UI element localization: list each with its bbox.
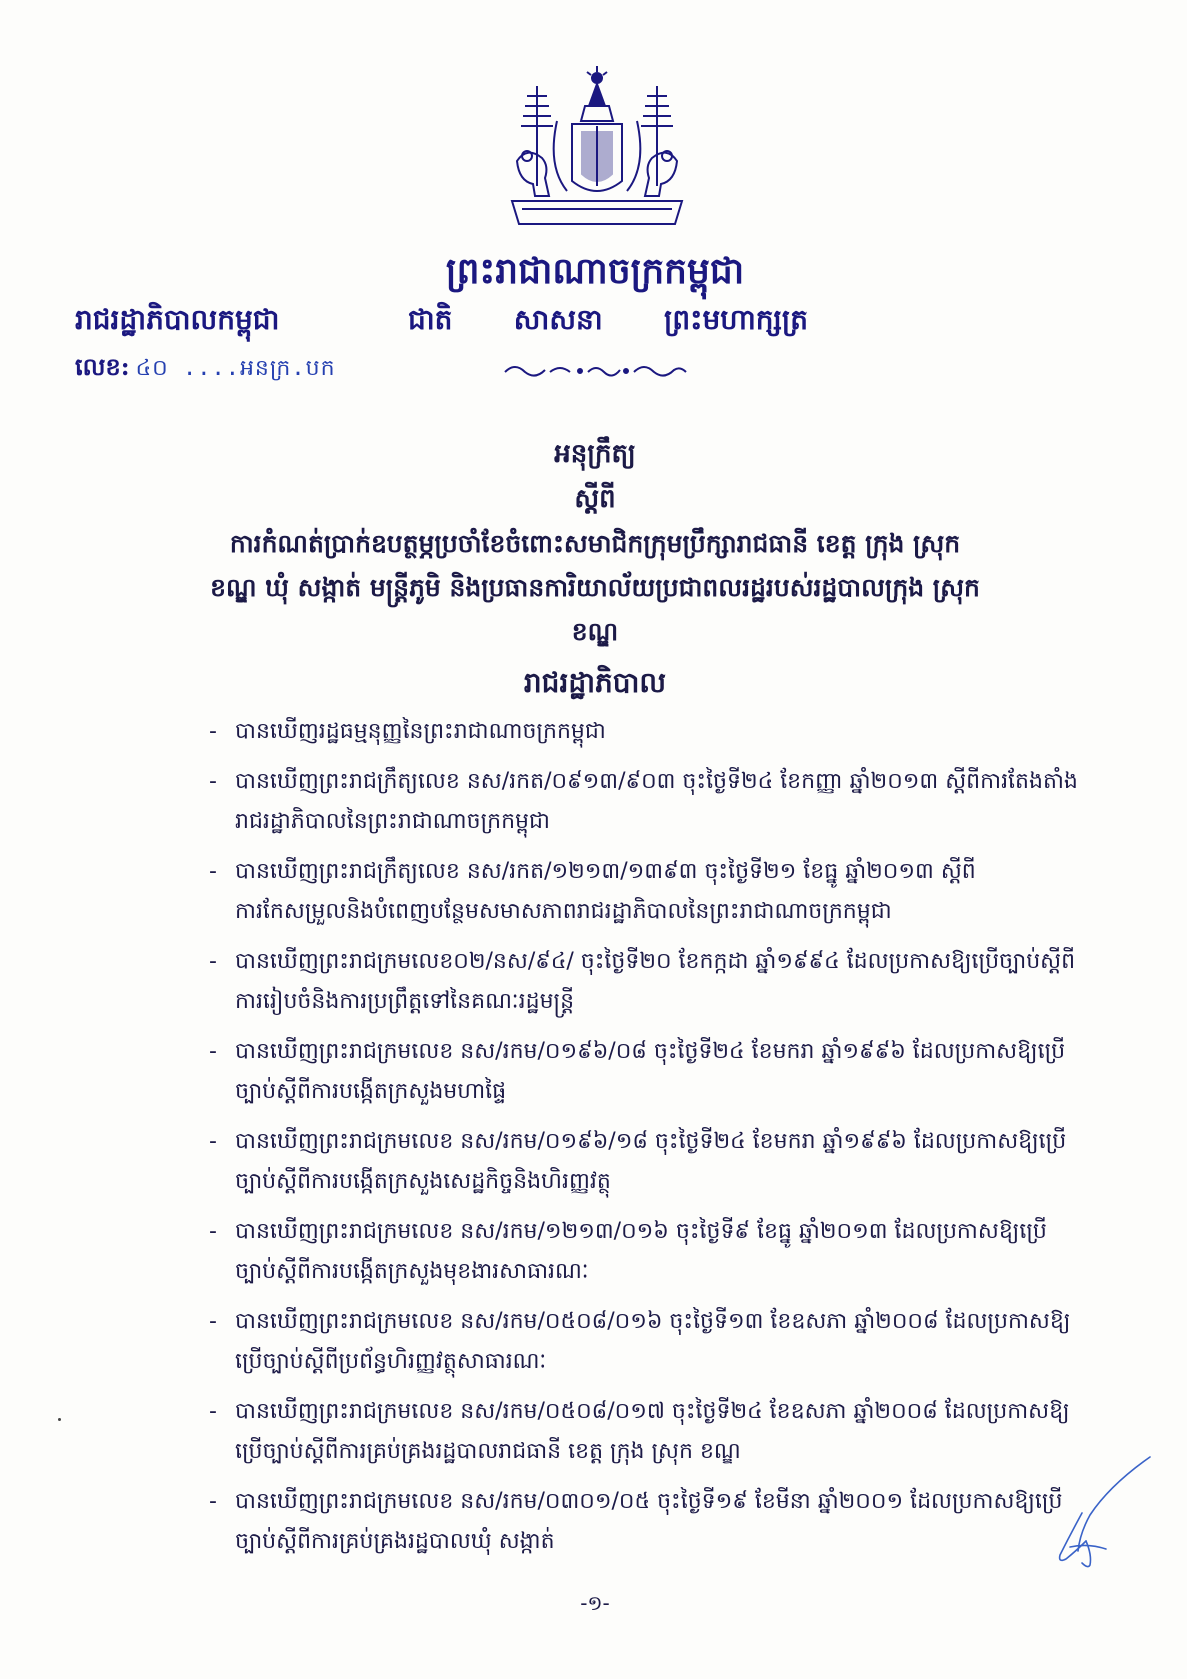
reference-item: - បានឃើញរដ្ឋធម្មនុញ្ញនៃព្រះរាជាណាចក្រកម្ពុជា — [205, 712, 1085, 752]
document-subject — [95, 522, 1095, 654]
kingdom-title: ព្រះរាជាណាចក្រកម្ពុជា — [445, 250, 745, 292]
reference-label: លេខ: — [75, 352, 130, 381]
royal-coat-of-arms-icon — [497, 66, 697, 236]
reference-item: - បានឃើញព្រះរាជក្រឹត្យលេខ នស/រកត/០៩១៣/៩០៣ ចុះថ្ងៃទី២៤ ខែកញ្ញា ឆ្នាំ២០១៣ ស្តីពីការតែងតាំងរាជរដ្ឋាភិបាលនៃព្រះរាជាណាចក្រកម្ពុជា — [205, 762, 1085, 842]
reference-item: - បានឃើញព្រះរាជក្រមលេខ នស/រកម/០១៩៦/១៨ ចុះថ្ងៃទី២៤ ខែមករា ឆ្នាំ១៩៩៦ ដែលប្រកាសឱ្យប្រើច្បាប់ស្តីពីការបង្កើតក្រសួងសេដ្ឋកិច្ចនិងហិរញ្ញវត្ថុ — [205, 1122, 1085, 1202]
reference-item: - បានឃើញព្រះរាជក្រមលេខ នស/រកម/០៥០៨/០១៦ ចុះថ្ងៃទី១៣ ខែឧសភា ឆ្នាំ២០០៨ ដែលប្រកាសឱ្យប្រើច្បាប់ស្តីពីប្រព័ន្ធហិរញ្ញវត្ថុសាធារណៈ — [205, 1302, 1085, 1382]
reference-item: - បានឃើញព្រះរាជក្រមលេខ នស/រកម/០៣០១/០៥ ចុះថ្ងៃទី១៩ ខែមីនា ឆ្នាំ២០០១ ដែលប្រកាសឱ្យប្រើច្បាប់ស្តីពីការគ្រប់គ្រងរដ្ឋបាលឃុំ សង្កាត់ — [205, 1482, 1085, 1562]
motto-king: ព្រះមហាក្សត្រ — [664, 303, 808, 336]
signature-initial — [1030, 1455, 1155, 1570]
reference-number — [75, 352, 336, 387]
ministry-name: រាជរដ្ឋាភិបាលកម្ពុជា — [75, 303, 280, 336]
document-about: ស្តីពី — [574, 484, 616, 514]
page-number: -១- — [580, 1591, 610, 1615]
issuer-heading: រាជរដ្ឋាភិបាល — [523, 666, 667, 699]
motto-nation: ជាតិ — [408, 303, 453, 336]
subject-line: ខណ្ឌ — [571, 617, 619, 646]
reference-item: - បានឃើញព្រះរាជក្រមលេខ នស/រកម/១២១៣/០១៦ ចុះថ្ងៃទី៩ ខែធ្នូ ឆ្នាំ២០១៣ ដែលប្រកាសឱ្យប្រើច្បាប់ស្តីពីការបង្កើតក្រសួងមុខងារសាធារណៈ — [205, 1212, 1085, 1292]
national-motto — [408, 302, 808, 343]
decorative-divider-icon — [500, 360, 690, 380]
reference-item: - បានឃើញព្រះរាជក្រឹត្យលេខ នស/រកត/១២១៣/១៣៩៣ ចុះថ្ងៃទី២១ ខែធ្នូ ឆ្នាំ២០១៣ ស្តីពីការកែសម្រួលនិងបំពេញបន្ថែមសមាសភាពរាជរដ្ឋាភិបាលនៃព្រះរាជាណាចក្រកម្ពុជា — [205, 852, 1085, 932]
reference-item: - បានឃើញព្រះរាជក្រមលេខ នស/រកម/០៥០៨/០១៧ ចុះថ្ងៃទី២៤ ខែឧសភា ឆ្នាំ២០០៨ ដែលប្រកាសឱ្យប្រើច្បាប់ស្តីពីការគ្រប់គ្រងរដ្ឋបាលរាជធានី ខេត្ត ក្រុង ស្រុក ខណ្ឌ — [205, 1392, 1085, 1472]
subject-line: ខណ្ឌ ឃុំ សង្កាត់ មន្ត្រីភូមិ និងប្រធានការិយាល័យប្រជាពលរដ្ឋរបស់រដ្ឋបាលក្រុង ស្រុក — [210, 573, 980, 602]
reference-value: ៤០ ....អនក្រ.បក — [135, 356, 336, 381]
motto-religion: សាសនា — [513, 303, 603, 336]
reference-item: - បានឃើញព្រះរាជក្រមលេខ០២/នស/៩៤/ ចុះថ្ងៃទី២០ ខែកក្កដា ឆ្នាំ១៩៩៤ ដែលប្រកាសឱ្យប្រើច្បាប់ស្តីពីការរៀបចំនិងការប្រព្រឹត្តទៅនៃគណៈរដ្ឋមន្ត្រី — [205, 942, 1085, 1022]
reference-item: - បានឃើញព្រះរាជក្រមលេខ នស/រកម/០១៩៦/០៨ ចុះថ្ងៃទី២៤ ខែមករា ឆ្នាំ១៩៩៦ ដែលប្រកាសឱ្យប្រើច្បាប់ស្តីពីការបង្កើតក្រសួងមហាផ្ទៃ — [205, 1032, 1085, 1112]
document-type: អនុក្រឹត្យ — [554, 439, 636, 469]
subject-line: ការកំណត់ប្រាក់ឧបត្ថម្ភប្រចាំខែចំពោះសមាជិកក្រុមប្រឹក្សារាជធានី ខេត្ត ក្រុង ស្រុក — [229, 529, 961, 558]
reference-list — [205, 712, 1085, 1572]
scan-speck — [58, 1418, 61, 1421]
